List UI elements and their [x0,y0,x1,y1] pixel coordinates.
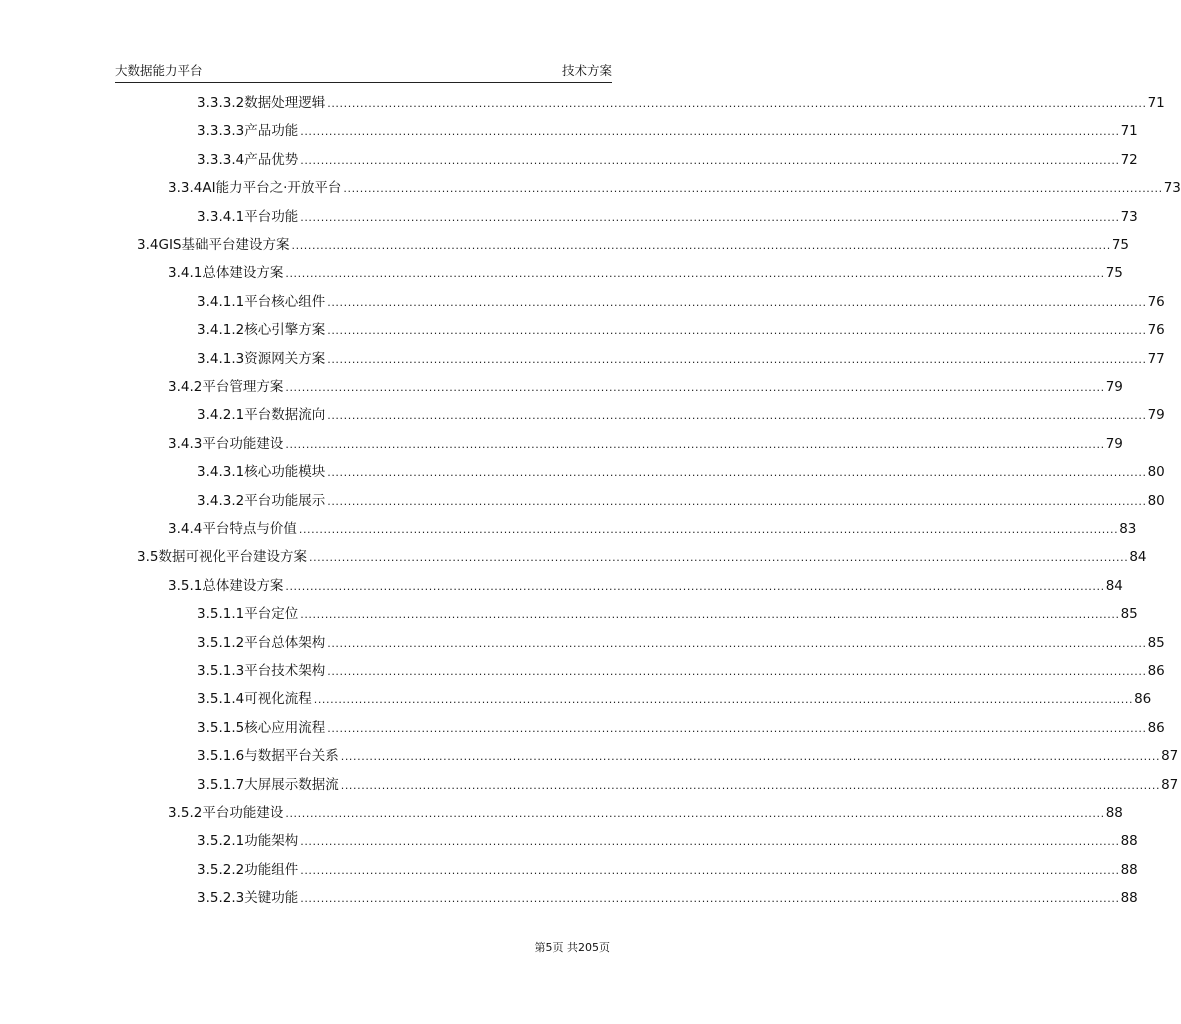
toc-entry-number: 3.5.1.4 [197,691,245,708]
toc-dot-leader: ........................................................................................................................................................................................................ [300,892,1120,906]
toc-entry-number: 3.4 [137,237,159,253]
toc-dot-leader: ........................................................................................................................................................................................................ [285,381,1105,394]
toc-entry-page: 86 [1147,663,1165,679]
toc-entry-title: 核心应用流程 [244,719,326,736]
toc-entry[interactable] [197,206,1138,228]
toc-dot-leader: ........................................................................................................................................................................................................ [343,182,1163,196]
toc-dot-leader: ........................................................................................................................................................................................................ [300,210,1120,224]
toc-dot-leader: ........................................................................................................................................................................................................ [298,523,1119,536]
toc-entry-number: 3.4.2 [168,379,203,395]
toc-entry[interactable] [168,433,1123,455]
toc-dot-leader: ........................................................................................................................................................................................................ [327,466,1147,480]
toc-dot-leader: ........................................................................................................................................................................................................ [340,778,1161,792]
toc-entry-page: 84 [1105,577,1123,594]
header-doc-title: 大数据能力平台 [115,63,203,78]
toc-entry-title: 功能架构 [244,833,299,850]
toc-entry-number: 3.3.4 [168,180,203,197]
toc-entry[interactable] [197,149,1138,171]
toc-dot-leader: ........................................................................................................................................................................................................ [291,239,1111,252]
toc-entry-page: 73 [1163,180,1181,197]
toc-entry[interactable] [197,404,1165,426]
toc-entry[interactable] [197,774,1179,796]
toc-entry[interactable] [168,376,1123,398]
toc-entry-title: 平台数据流向 [244,407,326,424]
toc-entry[interactable] [197,660,1165,682]
toc-entry[interactable] [197,887,1138,909]
toc-entry-page: 86 [1134,691,1152,708]
toc-dot-leader: ........................................................................................................................................................................................................ [285,437,1105,451]
toc-entry-title: 产品优势 [244,151,299,168]
toc-entry-number: 3.4.3.2 [197,492,245,509]
toc-entry[interactable] [168,575,1123,597]
toc-entry-page: 76 [1147,293,1165,310]
toc-entry-title: 平台功能 [244,208,299,225]
toc-entry-number: 3.5.1.6 [197,748,245,765]
toc-entry[interactable] [197,92,1165,114]
toc-entry[interactable] [168,802,1123,824]
toc-dot-leader: ........................................................................................................................................................................................................ [327,665,1147,678]
toc-entry-number: 3.4.1.1 [197,293,245,310]
toc-entry-title: 总体建设方案 [202,265,284,282]
toc-entry-page: 71 [1120,123,1138,140]
toc-entry-page: 88 [1105,805,1123,821]
toc-entry-title: 总体建设方案 [202,577,284,594]
toc-entry-number: 3.5.1 [168,577,203,594]
toc-entry-page: 79 [1147,407,1165,424]
toc-entry-number: 3.4.1.3 [197,350,245,367]
toc-dot-leader: ........................................................................................................................................................................................................ [327,97,1147,110]
toc-entry-title: 可视化流程 [244,691,312,708]
toc-entry[interactable] [197,348,1165,370]
toc-entry-title: AI能力平台之·开放平台 [202,180,342,197]
toc-entry[interactable] [197,291,1165,313]
toc-dot-leader: ........................................................................................................................................................................................................ [285,579,1105,593]
toc-entry-page: 88 [1120,833,1138,850]
toc-entry-number: 3.5 [137,549,159,566]
toc-entry-page: 85 [1120,606,1138,623]
toc-entry-page: 84 [1129,549,1147,566]
toc-entry[interactable] [137,234,1130,256]
toc-entry-number: 3.3.3.4 [197,151,245,168]
toc-dot-leader: ........................................................................................................................................................................................................ [300,153,1120,167]
toc-entry[interactable] [197,717,1165,739]
toc-entry[interactable] [137,546,1147,568]
toc-dot-leader: ........................................................................................................................................................................................................ [300,125,1120,139]
toc-entry-page: 80 [1147,492,1165,509]
toc-entry-title: GIS基础平台建设方案 [158,237,290,253]
toc-entry-title: 平台功能建设 [202,805,284,821]
toc-entry-title: 核心引擎方案 [244,322,326,339]
toc-entry-page: 85 [1147,634,1165,651]
page-footer: 第5页 共205页 [534,941,610,954]
toc-entry-title: 平台功能建设 [202,435,284,452]
toc-entry-title: 平台技术架构 [244,663,326,679]
toc-entry-title: 平台特点与价值 [202,521,297,537]
toc-entry-page: 79 [1105,379,1123,395]
toc-entry-page: 88 [1120,861,1138,878]
toc-entry[interactable] [168,262,1123,284]
toc-entry-number: 3.5.2.2 [197,861,245,878]
toc-entry-page: 86 [1147,719,1165,736]
toc-entry-number: 3.5.1.7 [197,776,245,793]
toc-entry-title: 平台总体架构 [244,634,326,651]
page-header [115,62,612,83]
toc-entry-number: 3.5.1.5 [197,719,245,736]
toc-dot-leader: ........................................................................................................................................................................................................ [327,295,1147,309]
toc-entry[interactable] [197,461,1165,483]
toc-dot-leader: ........................................................................................................................................................................................................ [327,409,1147,423]
toc-dot-leader: ........................................................................................................................................................................................................ [327,352,1147,366]
toc-entry-number: 3.4.1 [168,265,203,282]
toc-entry-title: 平台核心组件 [244,293,326,310]
toc-entry[interactable] [197,120,1138,142]
toc-entry-title: 平台定位 [244,606,299,623]
toc-entry[interactable] [197,603,1138,625]
toc-entry-number: 3.5.1.3 [197,663,245,679]
toc-entry-page: 83 [1119,521,1137,537]
toc-dot-leader: ........................................................................................................................................................................................................ [300,863,1120,877]
toc-dot-leader: ........................................................................................................................................................................................................ [327,494,1147,508]
toc-dot-leader: ........................................................................................................................................................................................................ [340,750,1161,764]
toc-entry[interactable] [197,688,1152,710]
toc-entry[interactable] [197,745,1179,767]
toc-entry[interactable] [197,859,1138,881]
toc-entry-number: 3.5.1.1 [197,606,245,623]
toc-entry[interactable] [168,518,1137,540]
toc-entry-number: 3.5.2.3 [197,890,245,907]
toc-entry-number: 3.4.3.1 [197,464,245,481]
toc-dot-leader: ........................................................................................................................................................................................................ [313,693,1134,707]
toc-entry-page: 87 [1161,748,1179,765]
toc-entry-title: 产品功能 [244,123,299,140]
toc-entry[interactable] [197,319,1165,341]
toc-entry-page: 79 [1105,435,1123,452]
toc-entry[interactable] [168,177,1181,199]
toc-entry-title: 平台管理方案 [202,379,284,395]
toc-entry-number: 3.5.2 [168,805,203,821]
toc-dot-leader: ........................................................................................................................................................................................................ [327,324,1147,338]
toc-entry-page: 75 [1111,237,1130,253]
toc-entry-page: 72 [1120,151,1138,168]
toc-entry-title: 功能组件 [244,861,299,878]
toc-entry-number: 3.3.3.3 [197,123,245,140]
toc-entry-page: 77 [1147,350,1165,367]
toc-dot-leader: ........................................................................................................................................................................................................ [285,807,1105,820]
toc-entry-title: 大屏展示数据流 [244,776,339,793]
toc-entry-page: 87 [1161,776,1179,793]
toc-entry-title: 关键功能 [244,890,299,907]
header-doc-type: 技术方案 [561,63,612,78]
toc-entry-title: 核心功能模块 [244,464,326,481]
toc-entry[interactable] [197,632,1165,654]
toc-entry-number: 3.4.1.2 [197,322,245,339]
toc-entry-number: 3.3.3.2 [197,95,245,111]
toc-entry-page: 76 [1147,322,1165,339]
toc-dot-leader: ........................................................................................................................................................................................................ [285,267,1105,281]
toc-dot-leader: ........................................................................................................................................................................................................ [327,721,1147,735]
toc-entry[interactable] [197,490,1165,512]
toc-entry-number: 3.4.2.1 [197,407,245,424]
toc-entry-page: 88 [1120,890,1138,907]
toc-entry-page: 73 [1120,208,1138,225]
toc-entry-page: 71 [1147,95,1165,111]
toc-dot-leader: ........................................................................................................................................................................................................ [300,835,1120,849]
toc-entry-number: 3.4.4 [168,521,203,537]
toc-entry[interactable] [197,830,1138,852]
toc-entry-number: 3.5.1.2 [197,634,245,651]
toc-entry-title: 与数据平台关系 [244,748,339,765]
toc-dot-leader: ........................................................................................................................................................................................................ [300,608,1120,622]
toc-entry-page: 80 [1147,464,1165,481]
toc-entry-title: 资源网关方案 [244,350,326,367]
toc-entry-title: 平台功能展示 [244,492,326,509]
toc-entry-title: 数据处理逻辑 [244,95,326,111]
toc-entry-page: 75 [1105,265,1123,282]
toc-dot-leader: ........................................................................................................................................................................................................ [308,551,1129,565]
toc-dot-leader: ........................................................................................................................................................................................................ [327,636,1147,650]
toc-entry-number: 3.5.2.1 [197,833,245,850]
toc-entry-number: 3.4.3 [168,435,203,452]
toc-entry-number: 3.3.4.1 [197,208,245,225]
toc-entry-title: 数据可视化平台建设方案 [158,549,307,566]
